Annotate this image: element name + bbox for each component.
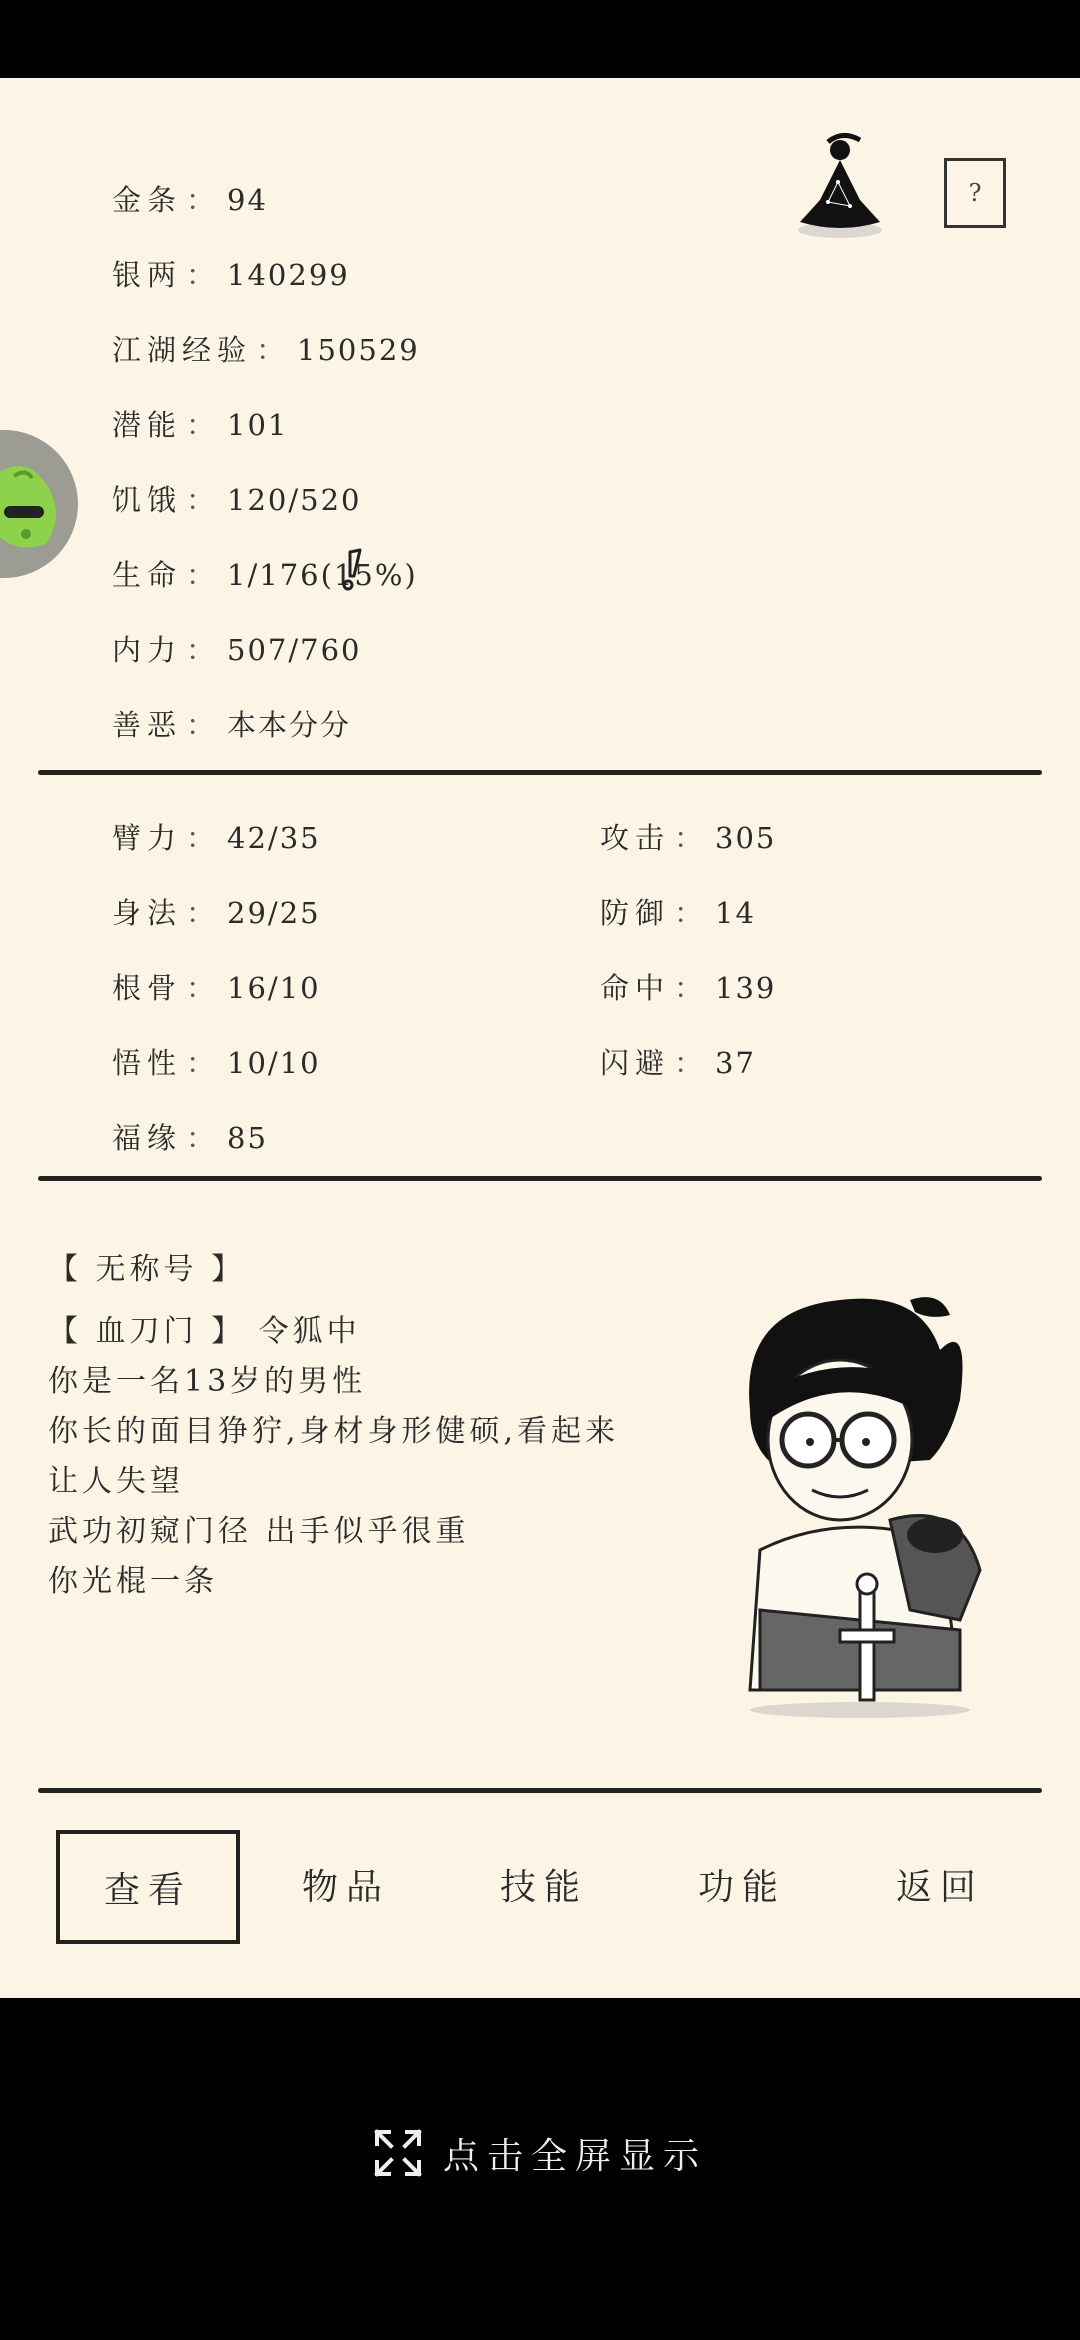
meditation-icon[interactable] <box>790 130 890 240</box>
bio-line: 让人失望 <box>48 1464 184 1499</box>
floating-assistant-button[interactable] <box>0 430 78 578</box>
stat-silver: 银两 ： 140299 <box>112 258 350 292</box>
expand-icon <box>373 2128 423 2178</box>
bio-line: 你是一名13岁的男性 <box>48 1364 367 1399</box>
tab-skills[interactable] <box>454 1832 634 1936</box>
stat-gold-bars: 金条 ： 94 <box>112 183 268 217</box>
tab-skills-label: 技能 <box>499 1866 588 1908</box>
game-panel <box>0 78 1080 1998</box>
bio-line: 你光棍一条 <box>48 1564 218 1599</box>
attr-constitution: 根骨 ： 16/10 <box>112 971 321 1005</box>
help-label: ? <box>968 179 982 207</box>
stat-health: 生命 ： 1/176(15%) <box>112 558 418 592</box>
stat-morality: 善恶 ： 本本分分 <box>112 708 352 742</box>
stat-inner-power: 内力 ： 507/760 <box>112 633 362 667</box>
attr-defense: 防御 ： 14 <box>600 896 756 930</box>
fullscreen-label: 点击全屏显示 <box>442 2135 707 2177</box>
attr-attack: 攻击 ： 305 <box>600 821 777 855</box>
fullscreen-button[interactable] <box>0 2118 1080 2188</box>
divider-bottom <box>38 1788 1042 1793</box>
bio-title: 【 无称号 】 <box>48 1252 246 1287</box>
tab-view-label: 查看 <box>103 1869 192 1911</box>
tab-functions-label: 功能 <box>697 1866 786 1908</box>
tab-back-label: 返回 <box>895 1866 984 1908</box>
green-mascot-icon <box>0 454 66 554</box>
divider-top <box>38 770 1042 775</box>
warning-exclamation-icon[interactable] <box>338 548 368 592</box>
attr-fortune: 福缘 ： 85 <box>112 1121 268 1155</box>
attr-comprehension: 悟性 ： 10/10 <box>112 1046 321 1080</box>
bio-line: 你长的面目狰狞,身材身形健硕,看起来 <box>48 1414 620 1449</box>
character-portrait <box>720 1290 1000 1720</box>
help-button[interactable] <box>944 158 1006 228</box>
attr-accuracy: 命中 ： 139 <box>600 971 777 1005</box>
bio-sect-name: 【 血刀门 】 令狐中 <box>48 1314 361 1349</box>
stat-experience: 江湖经验 ： 150529 <box>112 333 420 367</box>
divider-middle <box>38 1176 1042 1181</box>
tab-view[interactable] <box>56 1830 240 1944</box>
attr-agility: 身法 ： 29/25 <box>112 896 321 930</box>
stat-hunger: 饥饿 ： 120/520 <box>112 483 362 517</box>
stat-potential: 潜能 ： 101 <box>112 408 289 442</box>
tab-functions[interactable] <box>652 1832 832 1936</box>
tab-items[interactable] <box>256 1832 436 1936</box>
attr-strength: 臂力 ： 42/35 <box>112 821 321 855</box>
bio-line: 武功初窥门径 出手似乎很重 <box>48 1514 470 1549</box>
tab-back[interactable] <box>850 1832 1030 1936</box>
attr-evasion: 闪避 ： 37 <box>600 1046 756 1080</box>
tab-items-label: 物品 <box>301 1866 390 1908</box>
